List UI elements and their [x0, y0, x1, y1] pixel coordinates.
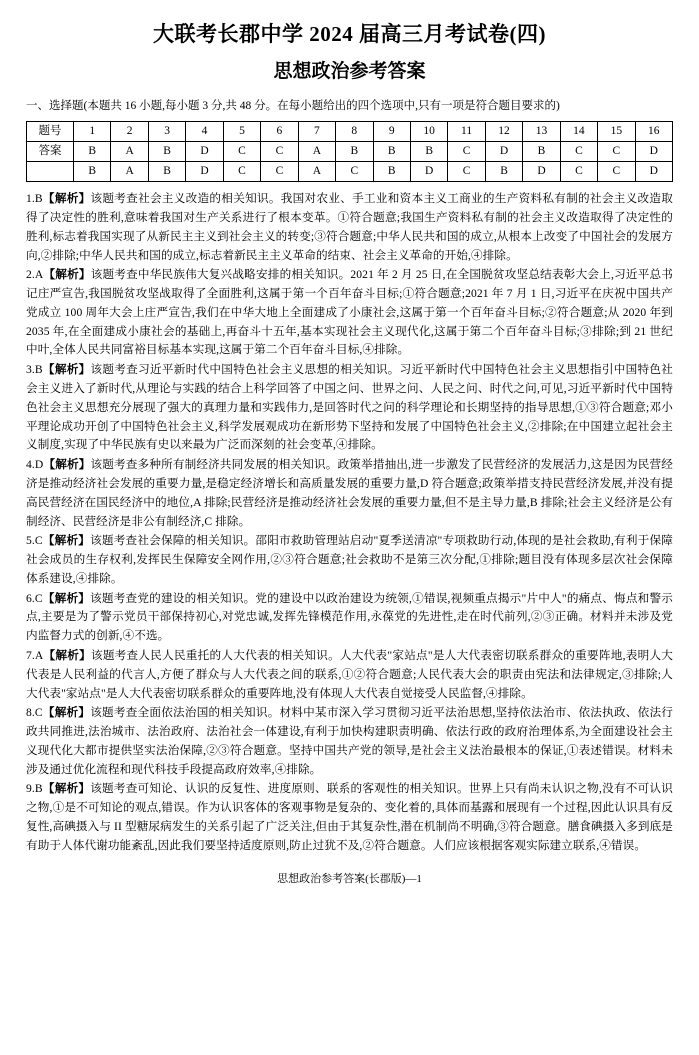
answer-cell: B	[523, 142, 560, 162]
page-footer: 思想政治参考答案(长郡版)—1	[277, 872, 422, 885]
answer-cell: C	[261, 142, 298, 162]
answer-cell: C	[560, 162, 597, 182]
explanation-item	[26, 532, 673, 588]
explanation-tag: 【解析】	[43, 268, 91, 282]
explanation-tag: 【解析】	[42, 534, 91, 548]
answer-cell: D	[635, 142, 672, 162]
answer-cell: C	[223, 162, 260, 182]
explanation-label: 9.B	[26, 782, 43, 796]
question-number: 1	[74, 122, 111, 142]
explanation-label: 2.A	[26, 268, 44, 282]
explanation-item	[26, 266, 673, 360]
answer-cell: B	[74, 142, 111, 162]
answer-cell: A	[298, 142, 335, 162]
answer-cell: A	[298, 162, 335, 182]
explanation-item	[26, 456, 673, 531]
answer-cell: C	[598, 162, 635, 182]
explanation-text: 该题考查党的建设的相关知识。党的建设中以政治建设为统领,①错误,视频重点揭示"片中人"的痛点、悔点和警示点,主要是为了警示党员干部保持初心,对党忠诚,发挥先锋模范作用,永葆党的先进性,走在时代前列,②③正确。材料并未涉及党内监督力式的创新,④不选。	[26, 591, 673, 643]
explanation-label: 7.A	[26, 648, 44, 662]
explanation-item	[26, 590, 673, 646]
explanation-tag: 【解析】	[43, 648, 91, 662]
explanation-text: 该题考查中华民族伟大复兴战略安排的相关知识。2021 年 2 月 25 日,在全国脱贫攻坚总结表彰大会上,习近平总书记庄严宣告,我国脱贫攻坚战取得了全面胜利,这属于第一个百年奋斗目标;①符合题意;2021 年 7 月 1 日,习近平在庆祝中国共产党成立 100 周年大会上庄严宣告,我们在中华大地上全面建成了小康社会,这属于第一个百年奋斗目标;②符合题意;从 2020 年到 2035 年,在全面建成小康社会的基础上,再奋斗十五年,基本实现社会主义现代化,这属于第二个百年奋斗目标;③排除;到 21 世纪中叶,全体人民共同富裕目标基本实现,这属于第二个百年奋斗目标,④排除。	[26, 268, 673, 357]
explanation-text: 该题考查社会保障的相关知识。邵阳市救助管理站启动"夏季送清凉"专项救助行动,体现的是社会救助,有利于保障社会成员的生存权利,发挥民生保障安全网作用,②③符合题意;社会救助不是第三次分配,①排除;题目没有体现多层次社会保障体系建设,④排除。	[26, 534, 673, 585]
explanation-label: 4.D	[26, 458, 44, 472]
question-number: 14	[560, 122, 597, 142]
explanation-item	[26, 647, 673, 703]
answer-cell: D	[485, 142, 522, 162]
explanation-text: 该题考查全面依法治国的相关知识。材料中某市深入学习贯彻习近平法治思想,坚持依法治市、依法执政、依法行政共同推进,法治城市、法治政府、法治社会一体建设,有利于加快构建职责明确、依法行政的政府治理体系,为全面建设社会主义现代化大都市提供坚实法治保障,②③符合题意。坚持中国共产党的领导,是社会主义法治最根本的保证,①表述错误。材料未涉及通过优化流程和现代科技手段提高政府效率,④排除。	[26, 706, 673, 776]
explanation-tag: 【解析】	[42, 782, 91, 796]
explanation-text: 该题考查多种所有制经济共同发展的相关知识。政策举措抽出,进一步激发了民营经济的发展活力,这是因为民营经济是推动经济社会发展的重要力量,是稳定经济增长和高质量发展的重要力量,D 符合题意;政策举措支持民营经济发展,并没有提高民营经济在国民经济中的地位,A 排除;民营经济是推动经济社会发展的重要力量,但不是主导力量,B 排除;社会主义经济是公有制经济、民营经济是非公有制经济,C 排除。	[26, 458, 673, 528]
answer-cell: D	[523, 162, 560, 182]
section-heading: 一、选择题(本题共 16 小题,每小题 3 分,共 48 分。在每小题给出的四个选项中,只有一项是符合题目要求的)	[26, 99, 560, 112]
answer-cell: D	[186, 162, 223, 182]
question-number: 9	[373, 122, 410, 142]
explanation-label: 8.C	[26, 706, 43, 720]
answer-cell: B	[74, 162, 111, 182]
page-title: 大联考长郡中学 2024 届高三月考试卷(四)	[153, 22, 546, 46]
row-label-answer-blank	[27, 162, 74, 182]
explanation-text: 该题考查习近平新时代中国特色社会主义思想的相关知识。习近平新时代中国特色社会主义思想指引中国特色社会主义进入了新时代,从理论与实践的结合上科学回答了中国之问、世界之问、人民之问、时代之问,可见,习近平新时代中国特色社会主义思想充分展现了强大的真理力量和实践伟力,是回答时代之问的科学理论和长期坚持的指导思想,①③符合题意;邓小平理论成功开创了中国特色社会主义,科学发展观成功在新形势下坚持和发展了中国特色社会主义,②排除;在中国建立起社会主义制度,实现了中华民族有史以来最为广泛而深刻的社会变革,④排除。	[26, 363, 673, 452]
page-subtitle: 思想政治参考答案	[273, 61, 426, 83]
answer-cell: D	[635, 162, 672, 182]
explanation-tag: 【解析】	[42, 363, 91, 377]
explanation-label: 6.C	[26, 591, 43, 605]
table-row-answers-second	[27, 162, 673, 182]
answer-key-table	[26, 121, 673, 182]
answer-cell: B	[148, 162, 185, 182]
answer-cell: B	[485, 162, 522, 182]
question-number: 8	[336, 122, 373, 142]
question-number: 16	[635, 122, 672, 142]
answer-cell: C	[448, 142, 485, 162]
explanation-item	[26, 361, 673, 455]
explanation-item	[26, 780, 673, 855]
answer-cell: C	[336, 162, 373, 182]
question-number: 10	[410, 122, 447, 142]
answer-cell: C	[261, 162, 298, 182]
explanation-tag: 【解析】	[42, 591, 91, 605]
answer-cell: D	[186, 142, 223, 162]
answer-cell: B	[373, 162, 410, 182]
explanation-label: 5.C	[26, 534, 43, 548]
explanation-tag: 【解析】	[42, 192, 91, 206]
row-label-answer: 答案	[27, 142, 74, 162]
explanation-item	[26, 190, 673, 265]
question-number: 7	[298, 122, 335, 142]
question-number: 3	[148, 122, 185, 142]
explanation-tag: 【解析】	[42, 706, 91, 720]
explanation-text: 该题考查社会主义改造的相关知识。我国对农业、手工业和资本主义工商业的生产资料私有制的社会主义改造取得了决定性的胜利,意味着我国对生产关系进行了根本变革。①符合题意;我国生产资料私有制的社会主义改造取得了决定性的胜利,标志着我国实现了从新民主主义到社会主义的转变;③符合题意;中华人民共和国的成立,从根本上改变了中国社会的发展方向,②排除;中华人民共和国的成立,标志着新民主主义革命的结束、社会主义革命的开始,④排除。	[26, 192, 673, 262]
answer-cell: A	[111, 142, 148, 162]
question-number: 6	[261, 122, 298, 142]
question-number: 5	[223, 122, 260, 142]
explanation-tag: 【解析】	[43, 458, 91, 472]
answer-cell: C	[560, 142, 597, 162]
question-number: 11	[448, 122, 485, 142]
table-row-question-numbers	[27, 122, 673, 142]
answer-cell: C	[598, 142, 635, 162]
answer-cell: D	[410, 162, 447, 182]
explanation-item	[26, 704, 673, 779]
table-row-answers-first	[27, 142, 673, 162]
answer-cell: B	[336, 142, 373, 162]
explanation-text: 该题考查人民人民重托的人大代表的相关知识。人大代表"家站点"是人大代表密切联系群众的重要阵地,表明人大代表是人民利益的代言人,方便了群众与人大代表之间的联系,①②符合题意;人民代表大会的职责由宪法和法律规定,③排除;人大代表"家站点"是人大代表密切联系群众的重要阵地,没有体现人大代表自觉接受人民监督,④排除。	[26, 648, 674, 700]
answer-cell: A	[111, 162, 148, 182]
question-number: 4	[186, 122, 223, 142]
explanation-text: 该题考查可知论、认识的反复性、进度原则、联系的客观性的相关知识。世界上只有尚未认识之物,没有不可认识之物,①是不可知论的观点,错误。作为认识客体的客观事物是复杂的、变化着的,具体而基露和展现有一个过程,因此认识具有反复性,高碘摄入与 II 型糖尿病发生的关系引起了广泛关注,但由于其复杂性,潜在机制尚不明确,③符合题意。膳食碘摄入多到底是有助于人体代谢功能紊乱,因此我们要坚持适度原则,防止过犹不及,②符合题意。人们应该根据客观实际建立联系,④错误。	[26, 782, 673, 852]
explanation-label: 1.B	[26, 192, 43, 206]
question-number: 2	[111, 122, 148, 142]
answer-cell: B	[410, 142, 447, 162]
explanation-list	[26, 190, 673, 855]
question-number: 12	[485, 122, 522, 142]
answer-cell: C	[448, 162, 485, 182]
answer-cell: B	[373, 142, 410, 162]
explanation-label: 3.B	[26, 363, 43, 377]
question-number: 15	[598, 122, 635, 142]
row-label-question: 题号	[27, 122, 74, 142]
answer-cell: B	[148, 142, 185, 162]
answer-cell: C	[223, 142, 260, 162]
question-number: 13	[523, 122, 560, 142]
